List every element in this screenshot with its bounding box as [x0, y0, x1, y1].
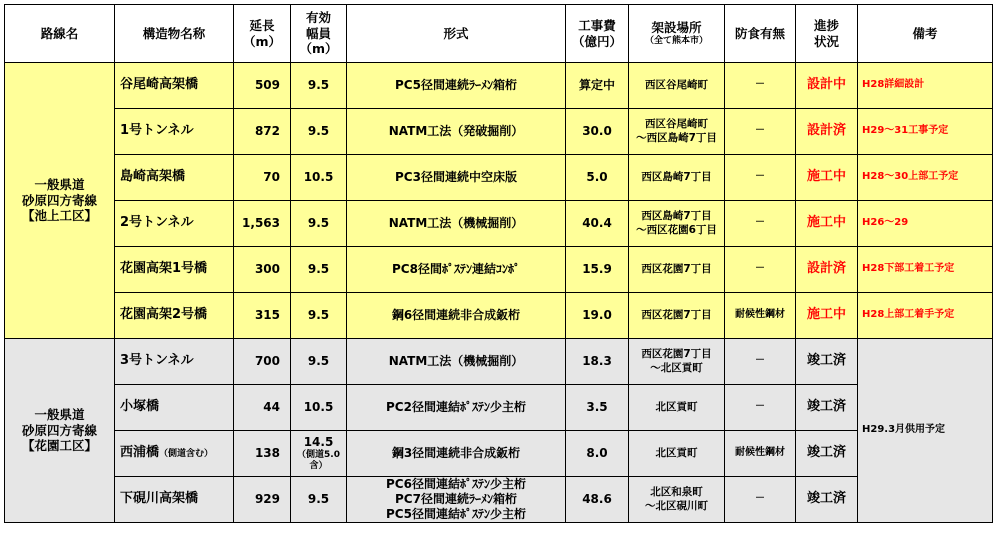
- table-row: [5, 201, 993, 247]
- cell-line: NATM工法（機械掘削）: [388, 216, 524, 230]
- cost-cell: 5.0: [566, 155, 629, 201]
- cell-line: 北区貢町: [655, 446, 698, 459]
- table-row: [5, 109, 993, 155]
- cell-line: PC2径間連結ﾎﾟｽﾃﾝ少主桁: [386, 400, 526, 414]
- cost-cell: 15.9: [566, 247, 629, 293]
- structure-name: [115, 385, 234, 431]
- type-cell: [347, 385, 566, 431]
- cell-line: 【花園工区】: [21, 438, 97, 454]
- cell-line: 西区谷尾崎町: [645, 78, 708, 91]
- table-row: [5, 339, 993, 385]
- status-badge: 設計済: [796, 109, 858, 155]
- anticorrosion-cell: －: [725, 247, 796, 293]
- cell-line: ～西区花園6丁目: [636, 223, 717, 236]
- location-cell: [629, 431, 725, 477]
- length-cell: 138: [234, 431, 291, 477]
- header-row: [5, 5, 993, 63]
- cost-cell: 8.0: [566, 431, 629, 477]
- anticorrosion-cell: －: [725, 109, 796, 155]
- remark-cell: H28下部工着工予定: [858, 247, 993, 293]
- length-cell: 1,563: [234, 201, 291, 247]
- cell-line: 鋼6径間連続非合成鈑桁: [391, 308, 521, 322]
- type-cell: [347, 477, 566, 523]
- cost-cell: 48.6: [566, 477, 629, 523]
- cell-line: ～西区島崎7丁目: [636, 131, 717, 144]
- length-cell: 315: [234, 293, 291, 339]
- anticorrosion-cell: －: [725, 201, 796, 247]
- status-badge: 竣工済: [796, 385, 858, 431]
- header-progress: 進捗 状況: [796, 5, 858, 63]
- length-cell: 70: [234, 155, 291, 201]
- cell-line: 【池上工区】: [21, 208, 97, 224]
- table-row: [5, 385, 993, 431]
- cell-line: NATM工法（発破掘削）: [388, 124, 524, 138]
- width-cell: [291, 385, 347, 431]
- cell-line: PC3径間連続中空床版: [395, 170, 517, 184]
- cell-line: 砂原四方寄線: [21, 422, 97, 438]
- width-cell: 9.5: [291, 247, 347, 293]
- width-cell: [291, 339, 347, 385]
- remark-cell: H28詳細設計: [858, 63, 993, 109]
- structure-name-text: 小塚橋: [120, 399, 160, 415]
- cell-line: PC6径間連結ﾎﾟｽﾃﾝ少主桁: [386, 477, 526, 491]
- structure-name-sub: （側道含む）: [159, 449, 214, 460]
- location-cell: [629, 339, 725, 385]
- type-cell: [347, 247, 566, 293]
- type-cell: [347, 293, 566, 339]
- status-badge: 施工中: [796, 155, 858, 201]
- header-route: 路線名: [5, 5, 115, 63]
- structure-name: 2号トンネル: [115, 201, 234, 247]
- type-cell: [347, 339, 566, 385]
- header-length: 延長 （m）: [234, 5, 291, 63]
- cell-line: PC8径間ﾎﾟｽﾃﾝ連結ｺﾝﾎﾟ: [392, 262, 520, 276]
- anticorrosion-cell: －: [725, 339, 796, 385]
- length-cell: 509: [234, 63, 291, 109]
- cell-line: PC5径間連結ﾎﾟｽﾃﾝ少主桁: [386, 507, 526, 521]
- cost-cell: 19.0: [566, 293, 629, 339]
- table-row: [5, 247, 993, 293]
- structure-name: 花園高架2号橋: [115, 293, 234, 339]
- cell-line: 西区花園7丁目: [641, 262, 712, 275]
- cell-line: 北区和泉町: [650, 486, 703, 499]
- cell-line: NATM工法（機械掘削）: [388, 354, 524, 368]
- header-width: 有効 幅員 （m）: [291, 5, 347, 63]
- type-cell: [347, 201, 566, 247]
- location-cell: [629, 477, 725, 523]
- status-badge: 竣工済: [796, 339, 858, 385]
- cell-line: 西区谷尾崎町: [645, 118, 708, 131]
- width-value: 10.5: [303, 400, 334, 414]
- structure-name: 島崎高架橋: [115, 155, 234, 201]
- remark-cell: H28上部工着手予定: [858, 293, 993, 339]
- status-badge: 竣工済: [796, 431, 858, 477]
- table-row: [5, 155, 993, 201]
- length-cell: 300: [234, 247, 291, 293]
- header-remarks: 備考: [858, 5, 993, 63]
- length-cell: 44: [234, 385, 291, 431]
- status-badge: 設計中: [796, 63, 858, 109]
- structure-name-text: 西浦橋: [120, 445, 160, 461]
- table-row: [5, 477, 993, 523]
- route-group-ikegami: [5, 63, 115, 339]
- table-row: [5, 431, 993, 477]
- cell-line: 砂原四方寄線: [21, 192, 97, 208]
- type-cell: [347, 155, 566, 201]
- cost-cell: 算定中: [566, 63, 629, 109]
- width-sub: （側道5.0含）: [297, 449, 340, 471]
- cell-line: 西区花園7丁目: [641, 348, 712, 361]
- cell-line: 西区島崎7丁目: [641, 210, 712, 223]
- structure-name: 1号トンネル: [115, 109, 234, 155]
- cell-line: PC5径間連続ﾗｰﾒﾝ箱桁: [395, 78, 517, 92]
- cell-line: 北区貢町: [655, 400, 698, 413]
- structure-name: [115, 477, 234, 523]
- length-cell: 929: [234, 477, 291, 523]
- route-group-hanazono: [5, 339, 115, 523]
- cell-line: 西区花園7丁目: [641, 308, 712, 321]
- type-cell: [347, 431, 566, 477]
- cost-cell: 3.5: [566, 385, 629, 431]
- anticorrosion-cell: －: [725, 155, 796, 201]
- structure-name-text: 3号トンネル: [120, 353, 194, 369]
- width-cell: 9.5: [291, 293, 347, 339]
- remark-cell-merged: H29.3月供用予定: [858, 339, 993, 523]
- remark-cell: H26～29: [858, 201, 993, 247]
- status-badge: 施工中: [796, 201, 858, 247]
- header-type: 形式: [347, 5, 566, 63]
- anticorrosion-cell: 耐候性鋼材: [725, 431, 796, 477]
- cell-line: 一般県道: [34, 407, 85, 423]
- type-cell: [347, 63, 566, 109]
- location-cell: [629, 201, 725, 247]
- width-value: 9.5: [307, 354, 330, 368]
- width-cell: 9.5: [291, 63, 347, 109]
- cell-line: ～北区硯川町: [645, 499, 708, 512]
- cell-line: 一般県道: [34, 177, 85, 193]
- width-value: 9.5: [307, 492, 330, 506]
- header-cost: 工事費 （億円）: [566, 5, 629, 63]
- structure-name-text: 下硯川高架橋: [120, 491, 199, 507]
- cell-line: ～北区貢町: [650, 361, 703, 374]
- location-cell: [629, 63, 725, 109]
- structure-name: [115, 339, 234, 385]
- location-cell: [629, 155, 725, 201]
- anticorrosion-cell: 耐候性鋼材: [725, 293, 796, 339]
- cell-line: 西区島崎7丁目: [641, 170, 712, 183]
- width-cell: [291, 431, 347, 477]
- width-cell: 9.5: [291, 109, 347, 155]
- width-cell: [291, 477, 347, 523]
- status-badge: 施工中: [796, 293, 858, 339]
- structure-name: 花園高架1号橋: [115, 247, 234, 293]
- width-cell: 10.5: [291, 155, 347, 201]
- anticorrosion-cell: －: [725, 385, 796, 431]
- location-cell: [629, 385, 725, 431]
- cost-cell: 30.0: [566, 109, 629, 155]
- anticorrosion-cell: －: [725, 477, 796, 523]
- cell-line: 鋼3径間連続非合成鈑桁: [391, 446, 521, 460]
- structure-name: 谷尾崎高架橋: [115, 63, 234, 109]
- location-cell: [629, 109, 725, 155]
- table-row: [5, 63, 993, 109]
- length-cell: 872: [234, 109, 291, 155]
- anticorrosion-cell: －: [725, 63, 796, 109]
- location-cell: [629, 247, 725, 293]
- remark-cell: H28～30上部工予定: [858, 155, 993, 201]
- status-badge: 竣工済: [796, 477, 858, 523]
- header-structure: 構造物名称: [115, 5, 234, 63]
- remark-cell: H29～31工事予定: [858, 109, 993, 155]
- cell-line: PC7径間連続ﾗｰﾒﾝ箱桁: [395, 492, 517, 506]
- header-location: 架設場所 （全て熊本市）: [629, 5, 725, 63]
- table-row: [5, 293, 993, 339]
- location-cell: [629, 293, 725, 339]
- type-cell: [347, 109, 566, 155]
- status-badge: 設計済: [796, 247, 858, 293]
- cost-cell: 40.4: [566, 201, 629, 247]
- width-value: 14.5: [303, 434, 334, 449]
- cost-cell: 18.3: [566, 339, 629, 385]
- length-cell: 700: [234, 339, 291, 385]
- structures-table: [4, 4, 993, 523]
- width-cell: 9.5: [291, 201, 347, 247]
- structure-name: [115, 431, 234, 477]
- header-anticorrosion: 防食有無: [725, 5, 796, 63]
